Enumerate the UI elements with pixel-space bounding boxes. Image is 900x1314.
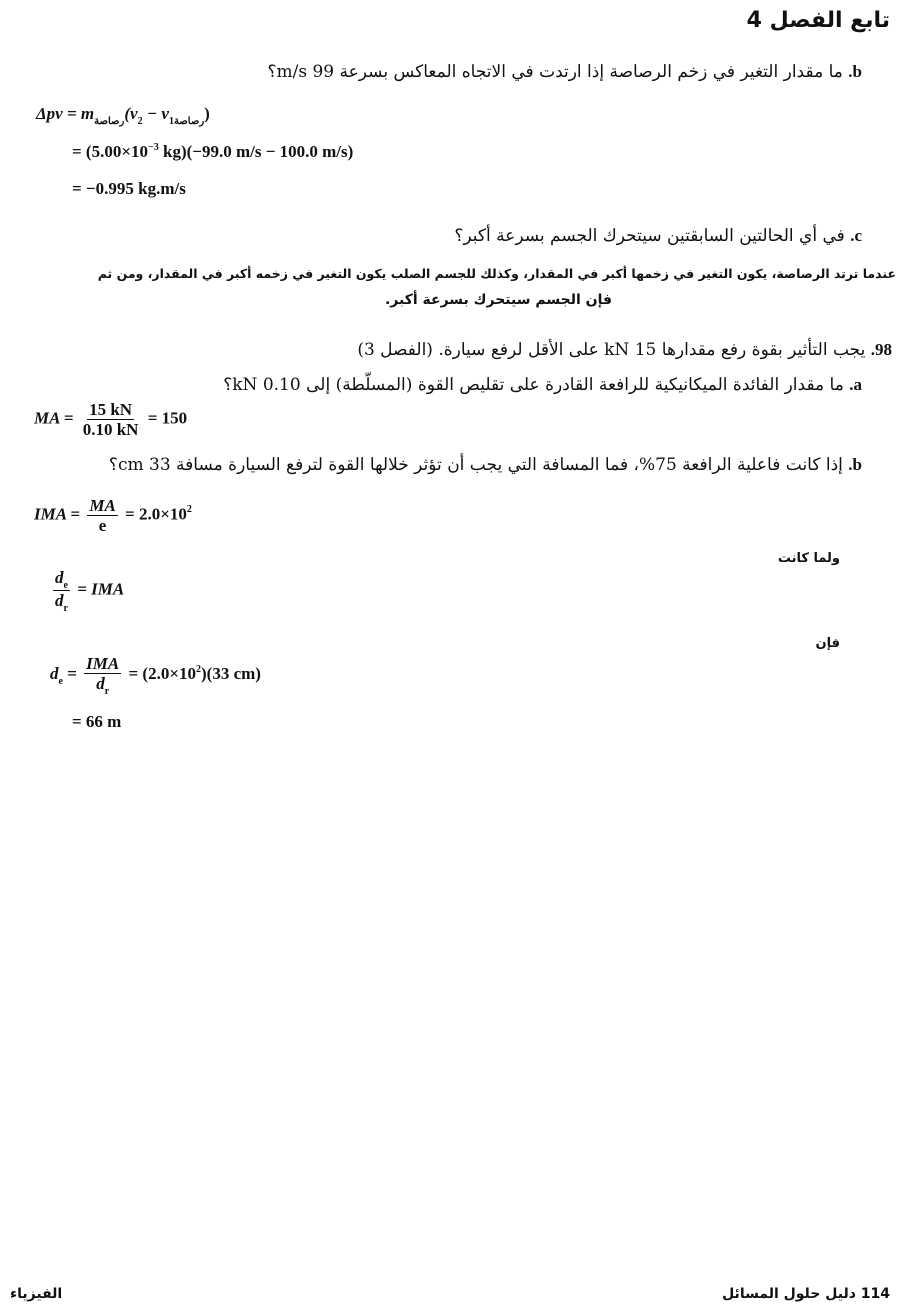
problem-98: [357, 340, 892, 360]
equation-ideal-ma: IMA = $\frac{MA}{e}$ = $2.0\times 10^2$: [34, 496, 192, 535]
fraction: $\frac{15 kN}{0.10 kN}$: [82, 400, 139, 439]
question-text: في أي الحالتين السابقتين سيتحرك الجسم بسرعة أكبر؟: [454, 226, 845, 246]
chapter-title: تابع الفصل 4: [746, 8, 890, 33]
answer-c-line1: عندما ترتد الرصاصة، يكون التغير في زخمها أكبر في المقدار، وكذلك للجسم الصلب يكون التغير في زخمه أكبر في المقدار، ومن ثم: [97, 266, 896, 281]
equation-distance-ratio: $\frac{d_e}{d_r}$ = IMA: [55, 568, 125, 614]
page-number: 114: [860, 1286, 890, 1302]
equation-substitution: = ($5.00\times 10^{-3}$ kg)(−99.0 m/s − 100.0 m/s): [72, 142, 354, 161]
question-label: b.: [848, 62, 862, 81]
question-label: c.: [850, 226, 862, 245]
question-c: [454, 226, 862, 246]
equation-result: = −0.995 kg.m/s: [72, 179, 186, 198]
question-label: b.: [848, 455, 862, 474]
book-title: دليل حلول المسائل: [722, 1286, 856, 1302]
fraction: $\frac{\text{IMA}}{d_r}$: [86, 654, 120, 697]
question-text: إذا كانت فاعلية الرافعة 75%، فما المسافة التي يجب أن تؤثر خلالها القوة لترفع السيارة مسافة 33 cm؟: [108, 455, 843, 475]
question-text: ما مقدار التغير في زخم الرصاصة إذا ارتدت في الاتجاه المعاكس بسرعة 99 m/s؟: [267, 62, 843, 82]
note-then: فإن: [815, 636, 840, 651]
question-label: a.: [849, 375, 862, 394]
problem-text: يجب التأثير بقوة رفع مقدارها 15 kN على الأقل لرفع سيارة. (الفصل 3): [357, 340, 866, 360]
footer-subject: الفيزياء: [10, 1286, 63, 1302]
answer-c-line2: فإن الجسم سيتحرك بسرعة أكبر.: [384, 292, 612, 308]
equation-momentum-change: $\Delta pv = m_{رصاصة}(v_2 - v_{1رصاصة})$: [36, 104, 210, 127]
problem-number: 98.: [870, 340, 892, 359]
footer-page-info: [722, 1286, 890, 1302]
fraction: $\frac{d_e}{d_r}$: [55, 568, 68, 614]
question-98b: [109, 455, 862, 475]
equation-effort-distance: $d_e$ = $\frac{\text{IMA}}{d_r}$ = $(2.0\times 10^2)(33$ cm): [50, 654, 261, 697]
question-98a: [223, 375, 862, 395]
question-b: [267, 62, 862, 82]
equation-mechanical-advantage: MA = $\frac{15 kN}{0.10 kN}$ = 150: [34, 400, 188, 439]
question-text: ما مقدار الفائدة الميكانيكية للرافعة القادرة على تقليص القوة (المسلّطة) إلى 0.10 kN؟: [223, 375, 844, 395]
fraction: $\frac{MA}{e}$: [89, 496, 116, 535]
equation-final-result: = 66 m: [72, 712, 122, 731]
note-since: ولما كانت: [777, 551, 840, 566]
